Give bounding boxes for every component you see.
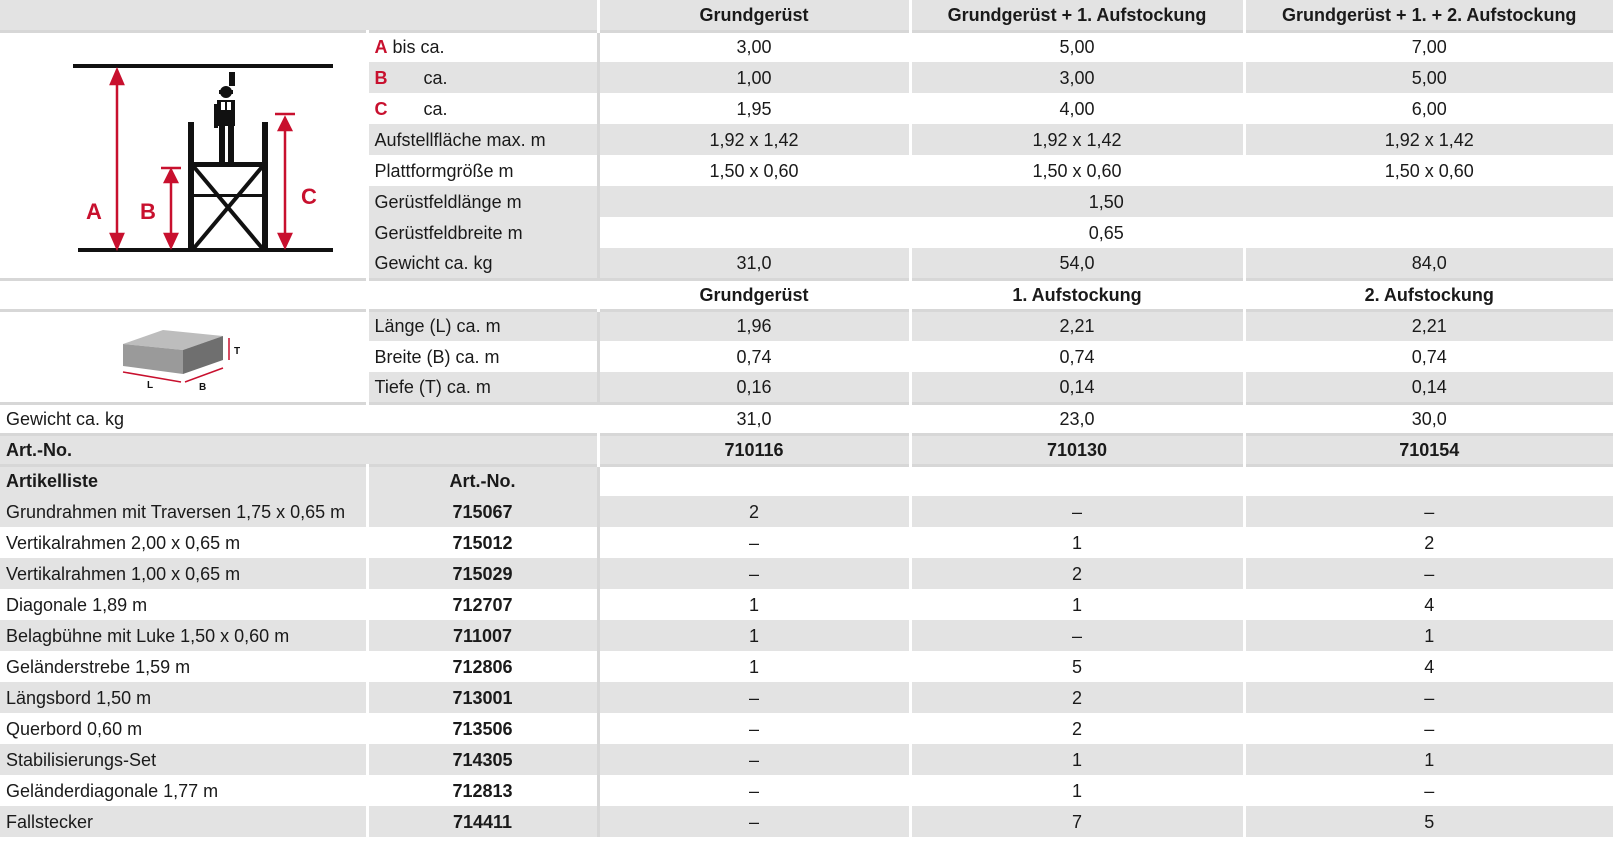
header-row-packages	[0, 279, 1613, 310]
header-col-basic: Grundgerüst	[598, 0, 910, 31]
parts-item-qty-stack-1: –	[910, 496, 1244, 527]
spec-bay-length-value: 1,50	[598, 186, 1613, 217]
spec-c-value-2: 4,00	[910, 93, 1244, 124]
parts-item-qty-stack-2: –	[1244, 713, 1613, 744]
spec-label-footprint: Aufstellfläche max. m	[367, 124, 598, 155]
parts-item-qty-stack-1: 5	[910, 651, 1244, 682]
parts-item-name: Fallstecker	[0, 806, 367, 837]
spec-a-value-3: 7,00	[1244, 31, 1613, 62]
spec-c-value-1: 1,95	[598, 93, 910, 124]
parts-item-qty-stack-2: –	[1244, 775, 1613, 806]
parts-row	[0, 620, 1613, 651]
parts-item-qty-stack-1: 1	[910, 775, 1244, 806]
parts-item-artno: 712707	[367, 589, 598, 620]
parts-item-artno: 715029	[367, 558, 598, 589]
package-width-value-2: 0,74	[910, 341, 1244, 372]
parts-item-qty-basic: –	[598, 744, 910, 775]
package-box-icon	[103, 320, 263, 390]
parts-item-qty-basic: –	[598, 682, 910, 713]
parts-item-qty-stack-1: 1	[910, 589, 1244, 620]
package-weight-value-2: 23,0	[910, 403, 1244, 434]
spec-weight-value-2: 54,0	[910, 248, 1244, 279]
parts-item-qty-stack-2: –	[1244, 558, 1613, 589]
parts-item-name: Stabilisierungs-Set	[0, 744, 367, 775]
parts-header-artno: Art.-No.	[367, 465, 598, 496]
package-depth-value-2: 0,14	[910, 372, 1244, 403]
scaffold-diagram-cell	[0, 31, 367, 279]
parts-item-qty-stack-2: 4	[1244, 589, 1613, 620]
parts-row	[0, 744, 1613, 775]
parts-item-artno: 713506	[367, 713, 598, 744]
spec-weight-value-1: 31,0	[598, 248, 910, 279]
parts-item-name: Belagbühne mit Luke 1,50 x 0,60 m	[0, 620, 367, 651]
dimension-c-label: C	[300, 183, 317, 209]
package-length-value-1: 1,96	[598, 310, 910, 341]
package-label-length: Länge (L) ca. m	[367, 310, 598, 341]
dimension-b-label: B	[139, 198, 156, 224]
article-number-row	[0, 434, 1613, 465]
header2-col-stack-1: 1. Aufstockung	[910, 279, 1244, 310]
parts-item-qty-stack-2: 1	[1244, 620, 1613, 651]
parts-item-name: Geländerstrebe 1,59 m	[0, 651, 367, 682]
parts-item-qty-basic: –	[598, 558, 910, 589]
parts-header-row	[0, 465, 1613, 496]
parts-item-qty-stack-1: 2	[910, 682, 1244, 713]
article-number-value-1: 710116	[598, 434, 910, 465]
header-row-configurations	[0, 0, 1613, 31]
parts-item-name: Geländerdiagonale 1,77 m	[0, 775, 367, 806]
parts-item-name: Vertikalrahmen 1,00 x 0,65 m	[0, 558, 367, 589]
header-col-basic-plus-1: Grundgerüst + 1. Aufstockung	[910, 0, 1244, 31]
parts-item-artno: 715012	[367, 527, 598, 558]
parts-item-qty-basic: –	[598, 527, 910, 558]
parts-item-name: Längsbord 1,50 m	[0, 682, 367, 713]
spec-label-bay-width: Gerüstfeldbreite m	[367, 217, 598, 248]
parts-header-empty-1	[598, 465, 910, 496]
parts-item-qty-basic: –	[598, 775, 910, 806]
spec-a-value-2: 5,00	[910, 31, 1244, 62]
parts-row	[0, 713, 1613, 744]
spec-bay-width-value: 0,65	[598, 217, 1613, 248]
spec-footprint-value-2: 1,92 x 1,42	[910, 124, 1244, 155]
package-label-width: Breite (B) ca. m	[367, 341, 598, 372]
spec-label-b: B ca.	[367, 62, 598, 93]
parts-item-qty-stack-2: 1	[1244, 744, 1613, 775]
parts-row	[0, 651, 1613, 682]
parts-item-qty-stack-1: 2	[910, 558, 1244, 589]
package-weight-row	[0, 403, 1613, 434]
parts-row	[0, 682, 1613, 713]
package-label-depth: Tiefe (T) ca. m	[367, 372, 598, 403]
package-length-value-3: 2,21	[1244, 310, 1613, 341]
package-label-t: T	[233, 346, 240, 357]
parts-row	[0, 558, 1613, 589]
header-empty	[0, 0, 598, 31]
article-number-value-2: 710130	[910, 434, 1244, 465]
spec-label-c: C ca.	[367, 93, 598, 124]
spec-platform-value-2: 1,50 x 0,60	[910, 155, 1244, 186]
article-number-label: Art.-No.	[0, 434, 598, 465]
spec-weight-value-3: 84,0	[1244, 248, 1613, 279]
parts-item-artno: 714411	[367, 806, 598, 837]
spec-row-a	[0, 31, 1613, 62]
package-width-value-1: 0,74	[598, 341, 910, 372]
spec-platform-value-1: 1,50 x 0,60	[598, 155, 910, 186]
header2-col-stack-2: 2. Aufstockung	[1244, 279, 1613, 310]
parts-item-qty-stack-2: 5	[1244, 806, 1613, 837]
worker-figure	[214, 72, 235, 162]
header2-col-basic: Grundgerüst	[598, 279, 910, 310]
dimension-a-label: A	[85, 198, 102, 224]
spec-b-value-3: 5,00	[1244, 62, 1613, 93]
parts-item-qty-stack-2: 4	[1244, 651, 1613, 682]
parts-row	[0, 589, 1613, 620]
parts-item-qty-basic: 2	[598, 496, 910, 527]
parts-row	[0, 496, 1613, 527]
package-depth-value-3: 0,14	[1244, 372, 1613, 403]
parts-item-artno: 714305	[367, 744, 598, 775]
package-icon-cell	[0, 310, 367, 403]
parts-item-qty-stack-2: –	[1244, 496, 1613, 527]
dimension-b-arrow	[161, 168, 181, 247]
package-row-length	[0, 310, 1613, 341]
parts-item-qty-stack-1: 2	[910, 713, 1244, 744]
parts-item-artno: 713001	[367, 682, 598, 713]
spec-platform-value-3: 1,50 x 0,60	[1244, 155, 1613, 186]
parts-item-artno: 711007	[367, 620, 598, 651]
parts-item-name: Querbord 0,60 m	[0, 713, 367, 744]
spec-c-value-3: 6,00	[1244, 93, 1613, 124]
spec-a-value-1: 3,00	[598, 31, 910, 62]
spec-b-value-1: 1,00	[598, 62, 910, 93]
spec-footprint-value-3: 1,92 x 1,42	[1244, 124, 1613, 155]
parts-item-name: Grundrahmen mit Traversen 1,75 x 0,65 m	[0, 496, 367, 527]
parts-list	[0, 496, 1613, 837]
header2-empty	[0, 279, 598, 310]
parts-header-label: Artikelliste	[0, 465, 367, 496]
spec-label-weight: Gewicht ca. kg	[367, 248, 598, 279]
parts-item-qty-stack-2: –	[1244, 682, 1613, 713]
ceiling-line	[73, 64, 333, 68]
parts-header-empty-3	[1244, 465, 1613, 496]
parts-item-qty-stack-2: 2	[1244, 527, 1613, 558]
parts-item-artno: 712806	[367, 651, 598, 682]
package-depth-value-1: 0,16	[598, 372, 910, 403]
parts-row	[0, 806, 1613, 837]
parts-item-artno: 712813	[367, 775, 598, 806]
parts-item-qty-stack-1: 7	[910, 806, 1244, 837]
dimension-c-arrow	[275, 114, 295, 247]
dimension-a-arrow	[111, 70, 123, 248]
spec-label-a: A bis ca.	[367, 31, 598, 62]
article-number-value-3: 710154	[1244, 434, 1613, 465]
parts-item-qty-basic: 1	[598, 620, 910, 651]
parts-item-name: Diagonale 1,89 m	[0, 589, 367, 620]
scaffold-diagram	[33, 44, 333, 264]
package-weight-value-1: 31,0	[598, 403, 910, 434]
parts-row	[0, 527, 1613, 558]
parts-item-qty-stack-1: 1	[910, 744, 1244, 775]
parts-item-qty-basic: –	[598, 806, 910, 837]
parts-item-artno: 715067	[367, 496, 598, 527]
header-col-basic-plus-1-2: Grundgerüst + 1. + 2. Aufstockung	[1244, 0, 1613, 31]
scaffold-diagonals	[194, 167, 262, 248]
package-weight-value-3: 30,0	[1244, 403, 1613, 434]
package-length-value-2: 2,21	[910, 310, 1244, 341]
parts-header-empty-2	[910, 465, 1244, 496]
parts-item-qty-stack-1: 1	[910, 527, 1244, 558]
parts-row	[0, 775, 1613, 806]
package-weight-label: Gewicht ca. kg	[0, 403, 598, 434]
parts-item-qty-basic: 1	[598, 651, 910, 682]
spec-label-platform: Plattformgröße m	[367, 155, 598, 186]
parts-item-qty-basic: 1	[598, 589, 910, 620]
package-label-l: L	[146, 380, 153, 390]
package-label-b: B	[198, 382, 206, 390]
parts-item-name: Vertikalrahmen 2,00 x 0,65 m	[0, 527, 367, 558]
spec-label-bay-length: Gerüstfeldlänge m	[367, 186, 598, 217]
parts-item-qty-basic: –	[598, 713, 910, 744]
spec-b-value-2: 3,00	[910, 62, 1244, 93]
spec-footprint-value-1: 1,92 x 1,42	[598, 124, 910, 155]
package-width-value-3: 0,74	[1244, 341, 1613, 372]
parts-item-qty-stack-1: –	[910, 620, 1244, 651]
